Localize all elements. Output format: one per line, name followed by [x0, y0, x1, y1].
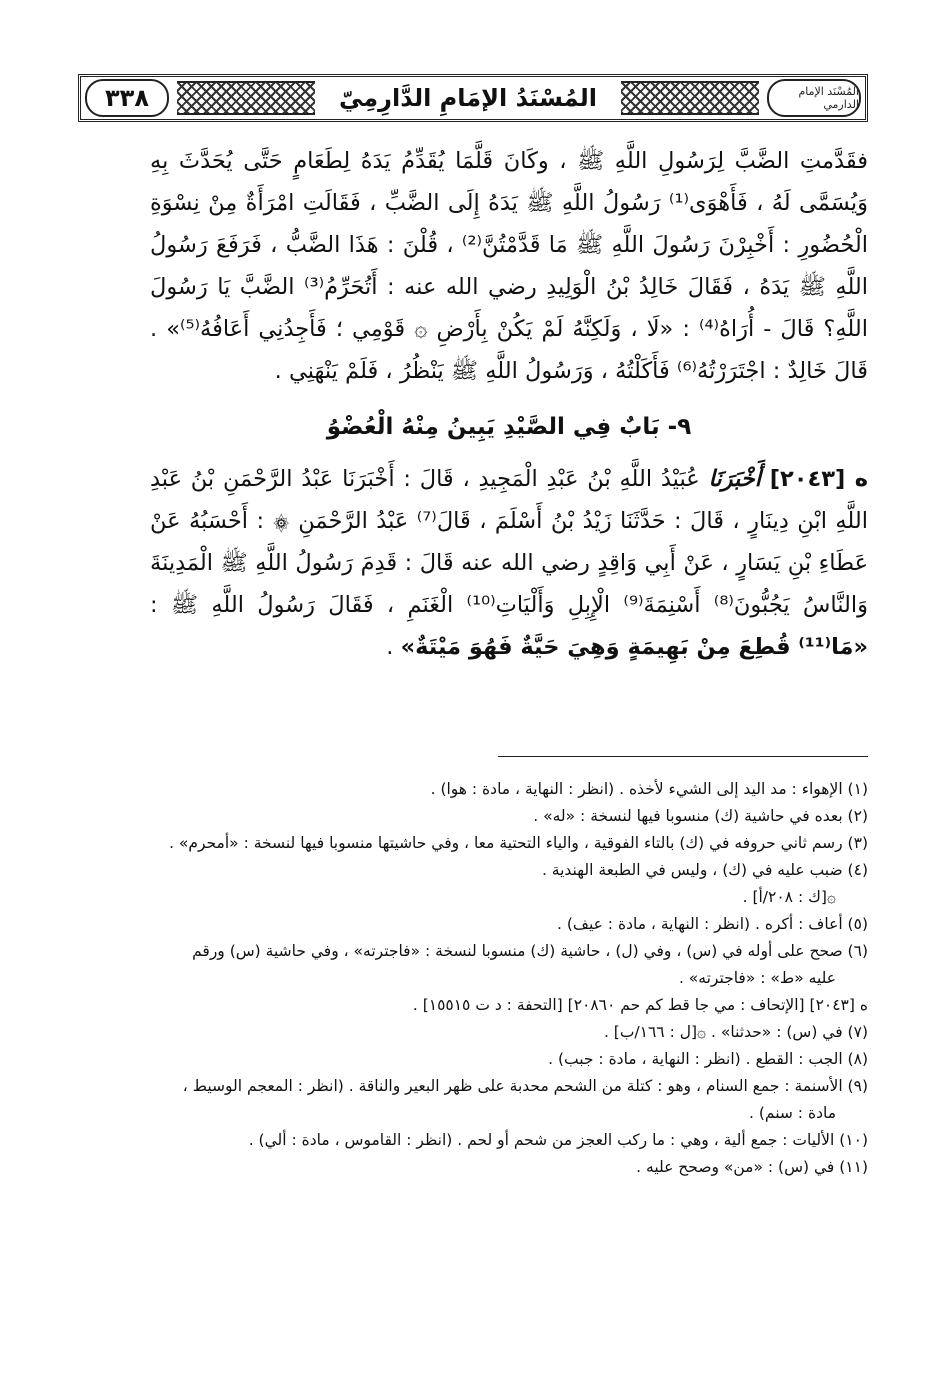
footnote: (٩) الأسنمة : جمع السنام ، وهو : كتلة من الشحم محدبة على ظهر البعير والناقة . (انظر : المعجم الوسيط ، [182, 1077, 868, 1095]
page-number: ٣٣٨ [85, 79, 169, 117]
footnote: (١) الإهواء : مد اليد إلى الشيء لأخذه . (انظر : النهاية ، مادة : هوا) . [430, 780, 868, 798]
main-text [150, 140, 868, 668]
hadith-number: ه [٢٠٤٣] [769, 466, 869, 492]
hadith-quote: «مَا⁽¹¹⁾ قُطِعَ مِنْ بَهِيمَةٍ وَهِيَ حَيَّةٌ فَهُوَ مَيْتَةٌ» [400, 634, 868, 660]
footnote: (٥) أعاف : أكره . (انظر : النهاية ، مادة : عيف) . [557, 915, 868, 933]
paragraph-continuation: فقَدَّمتِ الضَّبَّ لِرَسُولِ اللَّهِ ﷺ ، وكَانَ قَلَّمَا يُقَدِّمُ يَدَهُ لِطَعَامٍ حَتَّى يُحَدَّثَ بِهِ وَيُسَمَّى لَهُ ، فَأَهْوَى⁽¹⁾ رَسُولُ اللَّهِ ﷺ يَدَهُ إِلَى الضَّبِّ ، فَقَالَتِ امْرَأَةٌ مِنْ نِسْوَةِ الْحُضُورِ : أَخْبِرْنَ رَسُولَ اللَّهِ ﷺ مَا قَدَّمْتُنَّ⁽²⁾ ، قُلْنَ : هَذَا الضَّبُّ ، فَرَفَعَ رَسُولُ اللَّهِ ﷺ يَدَهُ ، فَقَالَ خَالِدُ بْنُ الْوَلِيدِ رضي الله عنه : أَتُحَرِّمُ⁽³⁾ الضَّبَّ يَا رَسُولَ اللَّهِ؟ قَالَ - أُرَاهُ⁽⁴⁾ : «لَا ، وَلَكِنَّهُ لَمْ يَكُنْ بِأَرْضِ ۞ قَوْمِي ؛ فَأَجِدُنِي أَعَافُهُ⁽⁵⁾» . قَالَ خَالِدٌ : اجْتَرَرْتُهُ⁽⁶⁾ فَأَكَلْتُهُ ، وَرَسُولُ اللَّهِ ﷺ يَنْظُرُ ، فَلَمْ يَنْهَنِي . [150, 148, 868, 384]
footnote: (٢) بعده في حاشية (ك) منسوبا فيها لنسخة : «له» . [533, 807, 868, 825]
hadith-opening: أَخْبَرَنَا [708, 466, 761, 492]
hadith-reference: ه [٢٠٤٣] [الإتحاف : مي جا قط كم حم ٢٠٨٦٠] [التحفة : د ت ١٥٥١٥] . [412, 996, 868, 1014]
hadith-text: عُبَيْدُ اللَّهِ بْنُ عَبْدِ الْمَجِيدِ ، قَالَ : أَخْبَرَنَا عَبْدُ الرَّحْمَنِ بْنُ عَبْدِ اللَّهِ ابْنِ دِينَارٍ ، قَالَ : حَدَّثَنَا زَيْدُ بْنُ أَسْلَمَ ، قَالَ⁽⁷⁾ عَبْدُ الرَّحْمَنِ ۞ : أَحْسَبُهُ عَنْ عَطَاءِ بْنِ يَسَارٍ ، عَنْ أَبِي وَاقِدٍ رضي الله عنه قَالَ : قَدِمَ رَسُولُ اللَّهِ ﷺ الْمَدِينَةَ وَالنَّاسُ يَجُبُّونَ⁽⁸⁾ أَسْنِمَةَ⁽⁹⁾ الْإِبِلِ وَأَلْيَاتِ⁽¹⁰⁾ الْغَنَمِ ، فَقَالَ رَسُولُ اللَّهِ ﷺ : [150, 466, 868, 618]
footnote-continuation: مادة : سنم) . [748, 1104, 836, 1122]
header-ornament-right [621, 81, 759, 115]
chapter-heading: ٩- بَابٌ فِي الصَّيْدِ يَبِينُ مِنْهُ الْعُضْوُ [326, 414, 692, 440]
header-ornament-left [177, 81, 315, 115]
manuscript-ref: ۞[ك : ٢٠٨/أ] . [742, 888, 836, 906]
footnote: (٦) صحح على أوله في (س) ، وفي (ل) ، حاشية (ك) منسوبا لنسخة : «فاجترته» ، وفي حاشية (س) ورقم [192, 942, 868, 960]
page-header [78, 74, 868, 122]
footnote: (١٠) الأليات : جمع ألية ، وهي : ما ركب العجز من شحم أو لحم . (انظر : القاموس ، مادة : ألي) . [248, 1131, 868, 1149]
footnote-divider [498, 756, 868, 757]
footnote: (٤) ضبب عليه في (ك) ، وليس في الطبعة الهندية . [541, 861, 868, 879]
footnote: (٨) الجب : القطع . (انظر : النهاية ، مادة : جبب) . [548, 1050, 868, 1068]
book-seal-icon: المُسْنَد الإمام الدارمي [767, 79, 861, 117]
footnote: (٣) رسم ثاني حروفه في (ك) بالتاء الفوقية ، والياء التحتية معا ، وفي حاشيتها منسوبا فيها لنسخة : «أمحرم» . [169, 834, 868, 852]
footnote-continuation: عليه «ط» : «فاجترته» . [678, 969, 836, 987]
running-title: المُسْنَدُ الإمَامِ الدَّارِمِيّ [339, 84, 597, 112]
footnote: (١١) في (س) : «من» وصحح عليه . [636, 1158, 868, 1176]
footnotes [120, 776, 868, 1181]
footnote: (٧) في (س) : «حدثنا» . ۞[ل : ١٦٦/ب] . [603, 1023, 868, 1041]
hadith-end: . [386, 634, 401, 660]
hadith-2043 [150, 458, 868, 668]
